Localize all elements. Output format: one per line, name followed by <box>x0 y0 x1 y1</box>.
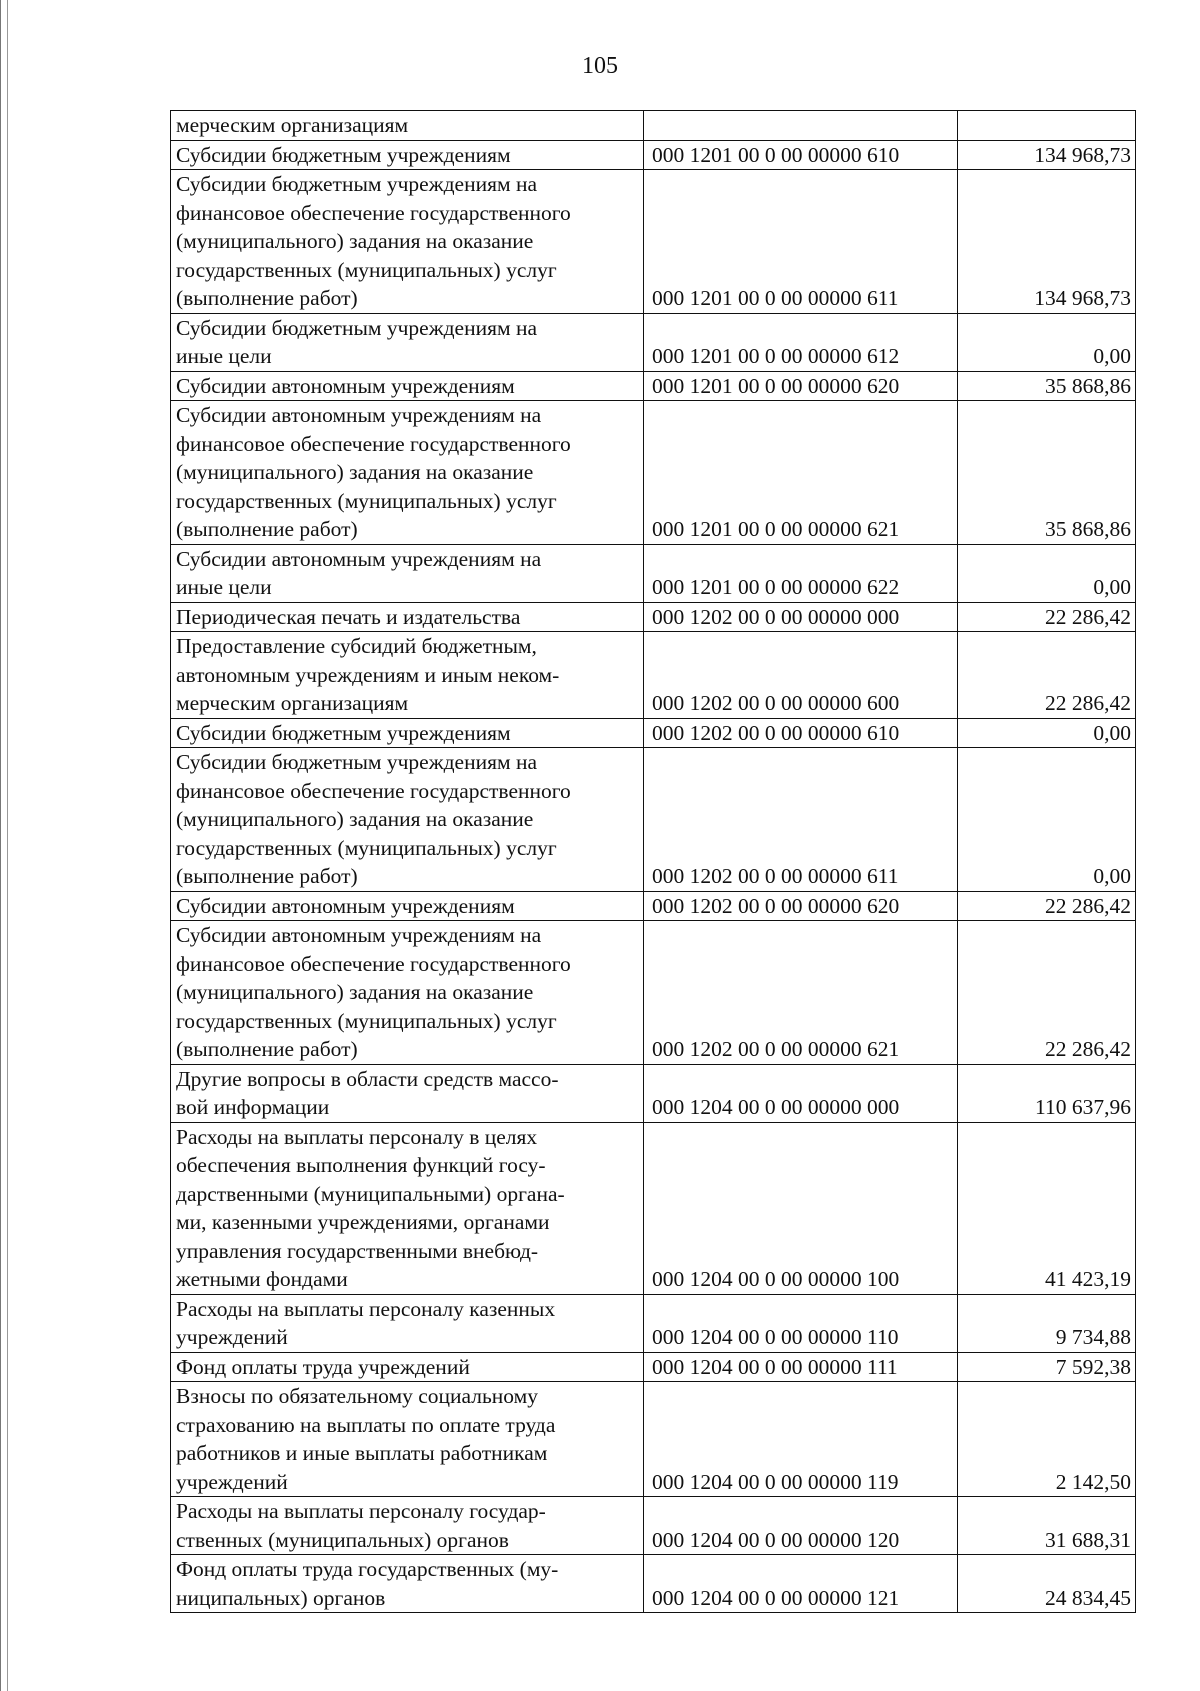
row-name: Расходы на выплаты персоналу казенных учреждений <box>171 1294 644 1352</box>
table-row <box>171 371 1136 401</box>
row-name: Субсидии бюджетным учреждениям на иные цели <box>171 313 644 371</box>
row-name: Субсидии автономным учреждениям <box>171 891 644 921</box>
row-amount: 24 834,45 <box>958 1555 1136 1613</box>
table-row <box>171 1382 1136 1497</box>
row-amount: 22 286,42 <box>958 921 1136 1065</box>
table-row <box>171 632 1136 719</box>
scan-edge <box>0 0 10 1691</box>
row-name: Субсидии автономным учреждениям <box>171 371 644 401</box>
table-row <box>171 140 1136 170</box>
table-row <box>171 111 1136 141</box>
row-name: Субсидии автономным учреждениям на иные цели <box>171 544 644 602</box>
table-row <box>171 1497 1136 1555</box>
row-code: 000 1202 00 0 00 00000 611 <box>644 748 958 892</box>
row-code: 000 1202 00 0 00 00000 600 <box>644 632 958 719</box>
row-name: Предоставление субсидий бюджетным, автономным учреждениям и иным неком- мерческим организациям <box>171 632 644 719</box>
table-row <box>171 170 1136 314</box>
row-name: Субсидии бюджетным учреждениям <box>171 718 644 748</box>
row-code: 000 1202 00 0 00 00000 610 <box>644 718 958 748</box>
row-amount: 0,00 <box>958 718 1136 748</box>
row-name: Субсидии автономным учреждениям на финансовое обеспечение государственного (муниципального) задания на оказание государственных (муниципальных) услуг (выполнение работ) <box>171 921 644 1065</box>
row-amount: 22 286,42 <box>958 602 1136 632</box>
table-row <box>171 1555 1136 1613</box>
row-name: Расходы на выплаты персоналу в целях обеспечения выполнения функций госу- дарственными (муниципальными) органа- ми, казенными учреждениями, органами управления государственными внебюд- жетными фондами <box>171 1122 644 1294</box>
row-code: 000 1201 00 0 00 00000 611 <box>644 170 958 314</box>
row-code: 000 1202 00 0 00 00000 621 <box>644 921 958 1065</box>
row-name: Другие вопросы в области средств массо- вой информации <box>171 1064 644 1122</box>
row-code: 000 1202 00 0 00 00000 620 <box>644 891 958 921</box>
row-amount: 134 968,73 <box>958 170 1136 314</box>
row-name: Субсидии бюджетным учреждениям на финансовое обеспечение государственного (муниципального) задания на оказание государственных (муниципальных) услуг (выполнение работ) <box>171 170 644 314</box>
row-code: 000 1204 00 0 00 00000 100 <box>644 1122 958 1294</box>
row-amount: 2 142,50 <box>958 1382 1136 1497</box>
table-row <box>171 921 1136 1065</box>
row-amount: 0,00 <box>958 544 1136 602</box>
row-code <box>644 111 958 141</box>
budget-table <box>170 110 1136 1613</box>
row-amount <box>958 111 1136 141</box>
row-code: 000 1201 00 0 00 00000 622 <box>644 544 958 602</box>
row-name: Субсидии автономным учреждениям на финансовое обеспечение государственного (муниципального) задания на оказание государственных (муниципальных) услуг (выполнение работ) <box>171 401 644 545</box>
row-code: 000 1204 00 0 00 00000 120 <box>644 1497 958 1555</box>
row-amount: 134 968,73 <box>958 140 1136 170</box>
row-amount: 41 423,19 <box>958 1122 1136 1294</box>
row-name: Фонд оплаты труда учреждений <box>171 1352 644 1382</box>
row-code: 000 1201 00 0 00 00000 621 <box>644 401 958 545</box>
row-code: 000 1204 00 0 00 00000 110 <box>644 1294 958 1352</box>
table-row <box>171 1352 1136 1382</box>
row-code: 000 1201 00 0 00 00000 620 <box>644 371 958 401</box>
row-amount: 0,00 <box>958 748 1136 892</box>
table-row <box>171 544 1136 602</box>
row-amount: 7 592,38 <box>958 1352 1136 1382</box>
row-code: 000 1204 00 0 00 00000 000 <box>644 1064 958 1122</box>
row-code: 000 1204 00 0 00 00000 111 <box>644 1352 958 1382</box>
row-name: Субсидии бюджетным учреждениям <box>171 140 644 170</box>
row-code: 000 1204 00 0 00 00000 119 <box>644 1382 958 1497</box>
table-row <box>171 718 1136 748</box>
table-row <box>171 1064 1136 1122</box>
row-name: Расходы на выплаты персоналу государ- ственных (муниципальных) органов <box>171 1497 644 1555</box>
table-row <box>171 891 1136 921</box>
table-row <box>171 748 1136 892</box>
row-amount: 110 637,96 <box>958 1064 1136 1122</box>
page-number: 105 <box>582 53 618 79</box>
row-amount: 22 286,42 <box>958 632 1136 719</box>
row-name: мерческим организациям <box>171 111 644 141</box>
row-code: 000 1204 00 0 00 00000 121 <box>644 1555 958 1613</box>
row-amount: 35 868,86 <box>958 371 1136 401</box>
row-name: Субсидии бюджетным учреждениям на финансовое обеспечение государственного (муниципального) задания на оказание государственных (муниципальных) услуг (выполнение работ) <box>171 748 644 892</box>
row-code: 000 1201 00 0 00 00000 612 <box>644 313 958 371</box>
row-amount: 31 688,31 <box>958 1497 1136 1555</box>
table-row <box>171 1122 1136 1294</box>
table-row <box>171 1294 1136 1352</box>
table-row <box>171 401 1136 545</box>
row-amount: 9 734,88 <box>958 1294 1136 1352</box>
row-code: 000 1202 00 0 00 00000 000 <box>644 602 958 632</box>
row-name: Фонд оплаты труда государственных (му- ниципальных) органов <box>171 1555 644 1613</box>
table-row <box>171 602 1136 632</box>
row-name: Взносы по обязательному социальному страхованию на выплаты по оплате труда работников и иные выплаты работникам учреждений <box>171 1382 644 1497</box>
row-name: Периодическая печать и издательства <box>171 602 644 632</box>
row-code: 000 1201 00 0 00 00000 610 <box>644 140 958 170</box>
row-amount: 22 286,42 <box>958 891 1136 921</box>
budget-table-body <box>171 111 1136 1613</box>
row-amount: 0,00 <box>958 313 1136 371</box>
table-row <box>171 313 1136 371</box>
row-amount: 35 868,86 <box>958 401 1136 545</box>
